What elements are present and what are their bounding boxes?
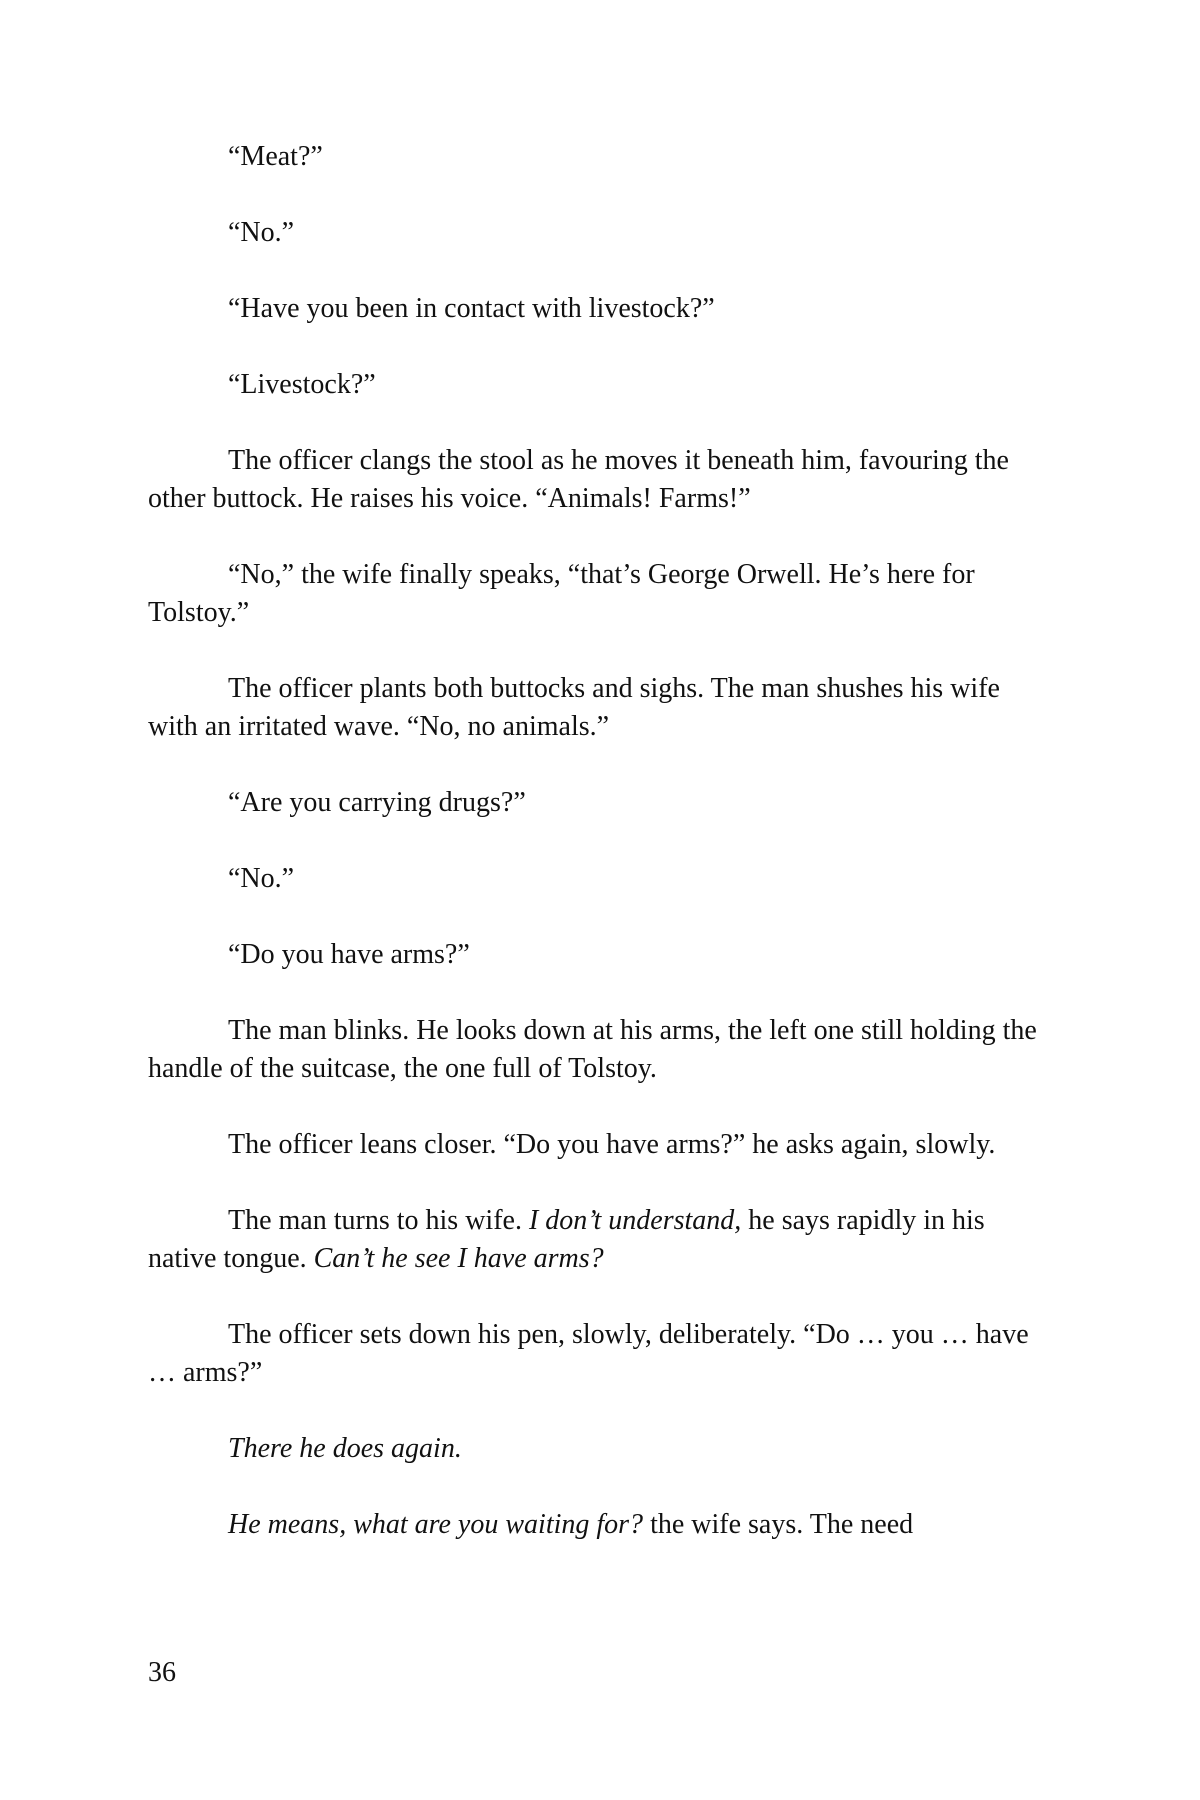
paragraph — [148, 1202, 1048, 1278]
paragraph — [148, 1126, 1048, 1164]
text-run: The officer plants both buttocks and sighs. The man shushes his wife with an irritated wave. “No, no animals.” — [148, 673, 1000, 742]
text-run: “No,” the wife finally speaks, “that’s George Orwell. He’s here for Tolstoy.” — [148, 559, 975, 628]
italic-text-run: Can’t he see I have arms? — [313, 1243, 604, 1274]
paragraph — [148, 442, 1048, 518]
paragraph — [148, 1430, 1048, 1468]
text-run: “Have you been in contact with livestock?” — [228, 293, 715, 324]
body-text — [148, 138, 1048, 1544]
paragraph — [148, 290, 1048, 328]
text-run: The officer sets down his pen, slowly, deliberately. “Do … you … have … arms?” — [148, 1319, 1029, 1388]
paragraph — [148, 1506, 1048, 1544]
paragraph — [148, 214, 1048, 252]
text-run: The man turns to his wife. — [228, 1205, 529, 1236]
paragraph — [148, 936, 1048, 974]
paragraph — [148, 670, 1048, 746]
text-run: “No.” — [228, 863, 295, 894]
paragraph — [148, 556, 1048, 632]
paragraph — [148, 138, 1048, 176]
paragraph — [148, 366, 1048, 404]
text-run: “Do you have arms?” — [228, 939, 470, 970]
text-run: The man blinks. He looks down at his arms, the left one still holding the handle of the suitcase, the one full of Tolstoy. — [148, 1015, 1037, 1084]
paragraph — [148, 860, 1048, 898]
italic-text-run: I don’t understand, — [528, 1205, 742, 1236]
paragraph — [148, 1316, 1048, 1392]
text-run: “No.” — [228, 217, 295, 248]
text-run: The officer leans closer. “Do you have arms?” he asks again, slowly. — [228, 1129, 996, 1160]
text-run: “Meat?” — [228, 141, 323, 172]
italic-text-run: There he does again. — [228, 1433, 462, 1464]
page-number: 36 — [148, 1657, 176, 1688]
paragraph — [148, 784, 1048, 822]
italic-text-run: He means, what are you waiting for? — [228, 1509, 644, 1540]
text-run: the wife says. The need — [643, 1509, 914, 1540]
text-run: The officer clangs the stool as he moves it beneath him, favouring the other buttock. He raises his voice. “Animals! Farms!” — [148, 445, 1009, 514]
text-run: “Are you carrying drugs?” — [228, 787, 526, 818]
text-run: “Livestock?” — [228, 369, 376, 400]
paragraph — [148, 1012, 1048, 1088]
text-run: he says rapidly in his native tongue. — [148, 1205, 985, 1274]
